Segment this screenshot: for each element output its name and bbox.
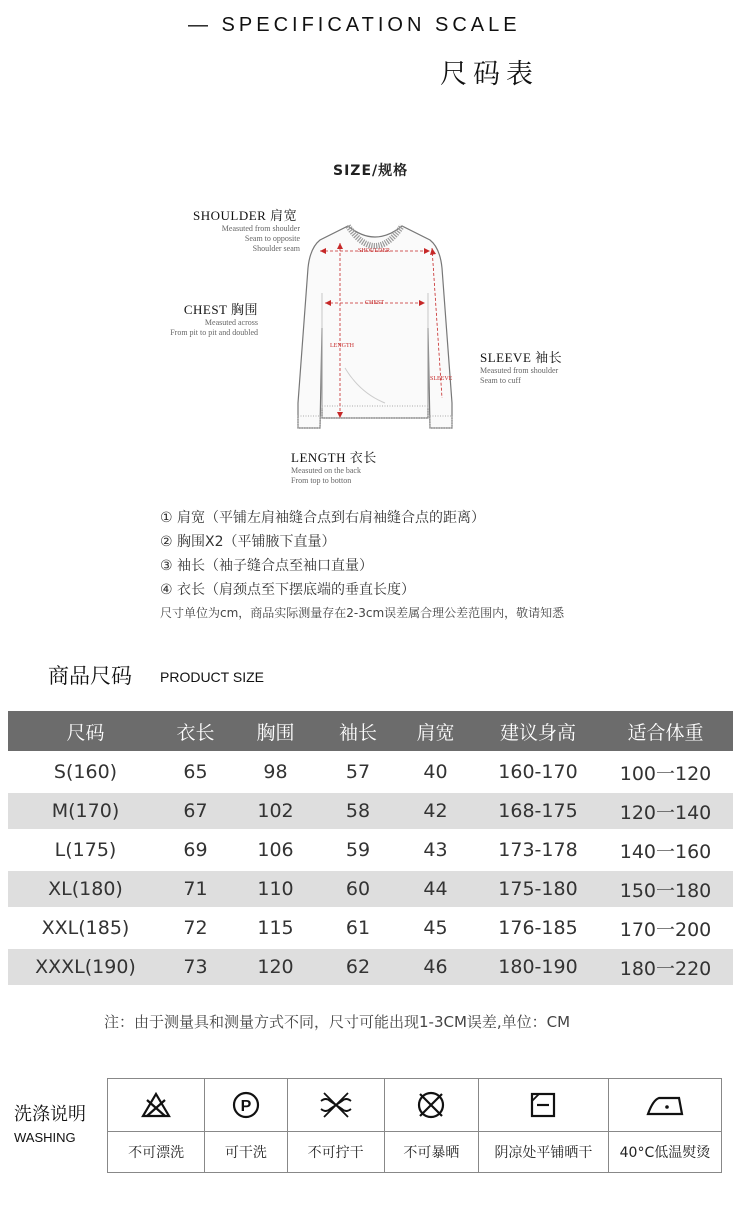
washing-title-en: WASHING: [14, 1130, 76, 1145]
wash-label: 不可暴晒: [403, 1145, 460, 1161]
dry-flat-shade-icon: [529, 1091, 557, 1119]
table-cell: 62: [345, 956, 371, 978]
table-cell: 106: [257, 839, 294, 861]
table-row: [8, 793, 733, 829]
header-cell: 衣长: [176, 721, 215, 744]
table-row: [8, 832, 733, 868]
table-cell: 175-180: [498, 878, 578, 900]
table-cell: 173-178: [498, 839, 578, 861]
shoulder-mark: SHOULDER: [358, 248, 391, 254]
table-row: [8, 910, 733, 946]
shoulder-label: SHOULDER 肩宽 Measuted from shoulder Seam to opposite Shoulder seam: [193, 208, 300, 253]
table-cell: L(175): [54, 839, 117, 861]
table-cell: 120一140: [619, 801, 712, 824]
wash-cell: [479, 1079, 609, 1172]
table-cell: 160-170: [498, 761, 578, 783]
table-cell: XXXL(190): [35, 956, 136, 978]
size-label: SIZE/规格: [333, 163, 409, 179]
table-cell: 180一220: [619, 957, 712, 980]
table-cell: 150一180: [619, 879, 712, 902]
note-sleeve: ③ 袖长（袖子缝合点至袖口直量）: [160, 558, 374, 574]
dry-clean-icon: [231, 1090, 261, 1120]
wash-cell: [205, 1079, 287, 1172]
table-cell: 43: [423, 839, 448, 861]
washing-title-cn: 洗涤说明: [14, 1104, 86, 1125]
no-sun-dry-icon: [415, 1089, 447, 1121]
table-cell: 140一160: [619, 840, 712, 863]
wash-label: 40°C低温熨烫: [619, 1145, 711, 1161]
table-cell: 59: [345, 839, 371, 861]
note-tolerance: 尺寸单位为cm，商品实际测量存在2-3cm误差属合理公差范围内，敬请知悉: [160, 606, 565, 620]
header-cell: 适合体重: [627, 721, 704, 744]
no-wring-icon: [318, 1091, 354, 1119]
sleeve-label: SLEEVE 袖长 Measuted from shoulder Seam to cuff: [480, 350, 563, 385]
table-cell: 72: [183, 917, 208, 939]
note-shoulder: ① 肩宽（平铺左肩袖缝合点到右肩袖缝合点的距离）: [160, 510, 485, 526]
sleeve-mark: SLEEVE: [430, 376, 453, 382]
table-cell: 168-175: [498, 800, 578, 822]
table-cell: 40: [423, 761, 448, 783]
table-cell: 57: [345, 761, 371, 783]
header-cell: 建议身高: [499, 721, 576, 744]
wash-cell: [385, 1079, 479, 1172]
table-cell: XL(180): [48, 878, 123, 900]
header-cell: 尺码: [66, 721, 105, 744]
table-cell: 58: [345, 800, 371, 822]
table-cell: M(170): [51, 800, 120, 822]
title-chinese: 尺码表: [440, 59, 539, 90]
wash-cell: [108, 1079, 205, 1172]
size-table: [8, 711, 733, 985]
table-cell: 180-190: [498, 956, 578, 978]
table-cell: 45: [423, 917, 448, 939]
table-note: 注：由于测量具和测量方式不同，尺寸可能出现1-3CM误差,单位：CM: [104, 1013, 571, 1031]
table-cell: 71: [183, 878, 208, 900]
table-row: [8, 949, 733, 985]
no-bleach-icon: [141, 1092, 171, 1118]
svg-text:P: P: [240, 1098, 252, 1115]
header-cell: 袖长: [338, 721, 377, 744]
length-mark: LENGTH: [330, 343, 354, 349]
product-size-title-en: PRODUCT SIZE: [160, 669, 264, 685]
table-cell: 46: [423, 956, 448, 978]
table-cell: 120: [257, 956, 294, 978]
table-cell: 176-185: [498, 917, 578, 939]
table-row: [8, 871, 733, 907]
iron-low-icon: [645, 1092, 685, 1118]
table-cell: S(160): [53, 761, 118, 783]
table-row: [8, 754, 733, 790]
table-cell: XXL(185): [41, 917, 130, 939]
table-cell: 60: [345, 878, 371, 900]
length-label: LENGTH 衣长 Measuted on the back From top to botton: [291, 450, 377, 485]
table-cell: 42: [423, 800, 448, 822]
table-cell: 44: [423, 878, 448, 900]
note-length: ④ 衣长（肩颈点至下摆底端的垂直长度）: [160, 582, 415, 598]
wash-cell: [609, 1079, 721, 1172]
table-cell: 65: [183, 761, 208, 783]
table-cell: 69: [183, 839, 208, 861]
header-cell: 肩宽: [416, 721, 455, 744]
table-cell: 110: [257, 878, 294, 900]
wash-label: 不可漂洗: [128, 1145, 185, 1161]
table-cell: 115: [257, 917, 294, 939]
table-header: [8, 711, 733, 751]
table-cell: 98: [263, 761, 288, 783]
note-chest: ② 胸围X2（平铺腋下直量）: [160, 534, 336, 550]
table-cell: 170一200: [619, 918, 712, 941]
table-cell: 100一120: [619, 762, 712, 785]
wash-cell: [288, 1079, 385, 1172]
table-cell: 102: [257, 800, 294, 822]
product-size-title-cn: 商品尺码: [48, 664, 132, 688]
chest-mark: CHEST: [365, 300, 385, 306]
table-cell: 73: [183, 956, 208, 978]
wash-label: 阴凉处平铺晒干: [494, 1145, 593, 1161]
wash-label: 不可拧干: [307, 1145, 364, 1161]
title-english: — SPECIFICATION SCALE: [188, 14, 521, 36]
chest-label: CHEST 胸围 Measuted across From pit to pit and doubled: [170, 302, 258, 337]
washing-table: [107, 1078, 722, 1173]
header-cell: 胸围: [256, 721, 295, 744]
table-cell: 61: [345, 917, 371, 939]
table-cell: 67: [183, 800, 208, 822]
wash-label: 可干洗: [224, 1145, 267, 1161]
